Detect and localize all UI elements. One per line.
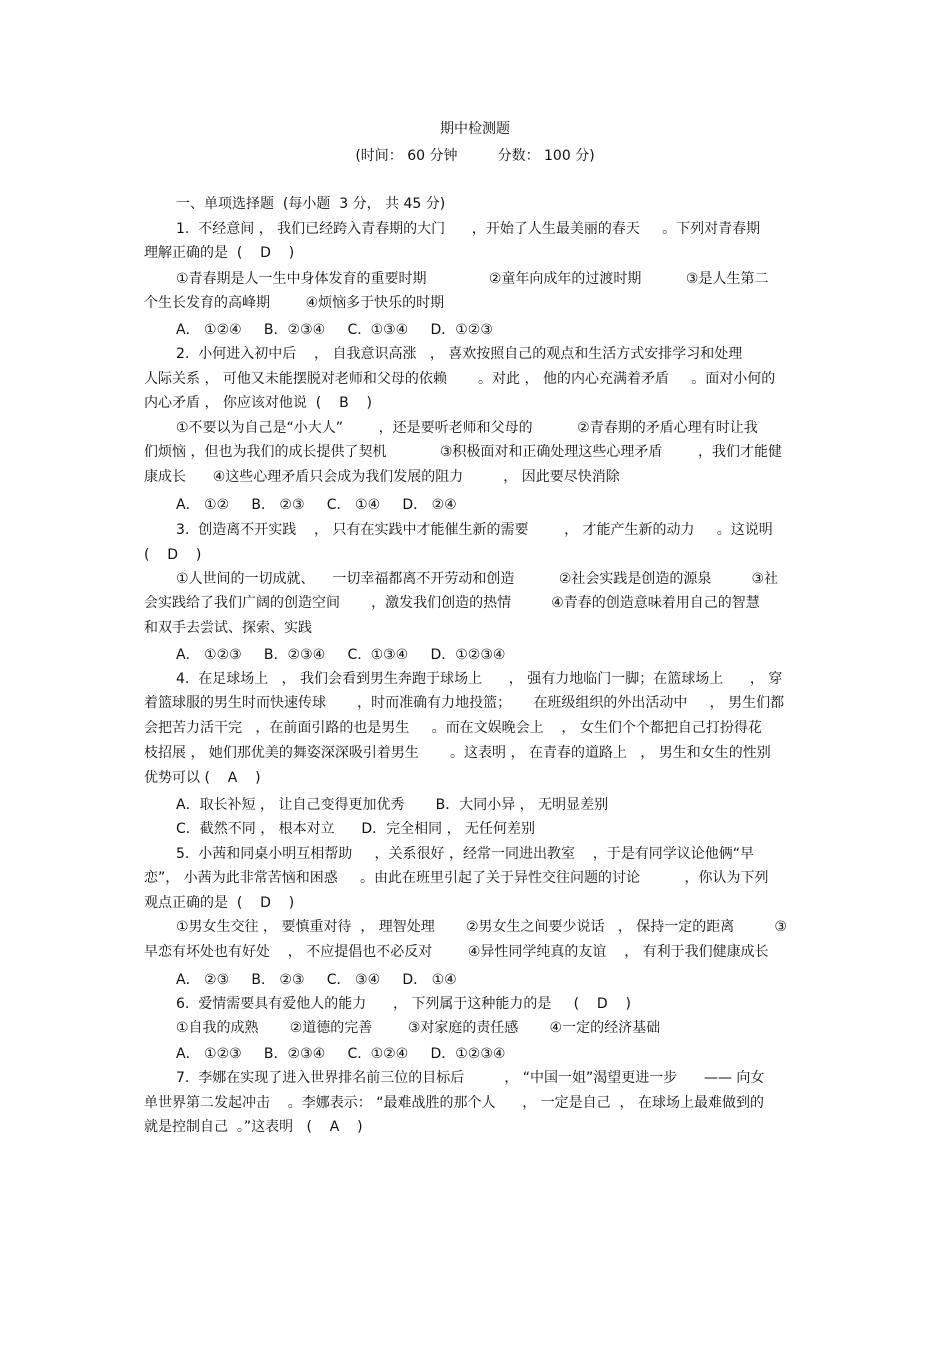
- question-3-options-1: ①人世间的一切成就、 一切幸福都离不开劳动和创造 ②社会实践是创造的源泉 ③社: [176, 571, 779, 587]
- question-5-line-2: 恋”， 小茜为此非常苦恼和困惑 。由此在班里引起了关于异性交往问题的讨论 ，你认为下列: [144, 870, 769, 886]
- question-1-answers: A． ①②④ B．②③④ C. ①③④ D．①②③: [176, 322, 493, 338]
- question-2-line-2: 人际关系 ， 可他又未能摆脱对老师和父母的依赖 。对此 ， 他的内心充满着矛盾 。面对小何的: [144, 371, 776, 387]
- question-4-line-4: 枝招展 ， 她们那优美的舞姿深深吸引着男生 。这表明 ， 在青春的道路上 ， 男生和女生的性别: [144, 745, 771, 761]
- page-subtitle: (时间： 60 分钟 分数： 100 分): [355, 148, 595, 164]
- question-4-line-1: 4. 在足球场上 ， 我们会看到男生奔跑于球场上 ， 强有力地临门一脚；在篮球场上 ， 穿: [176, 671, 783, 687]
- question-7-line-3: 就是控制自己 。”这表明 ( A ): [144, 1119, 363, 1135]
- question-1-options-1: ①青春期是人一生中身体发育的重要时期 ②童年向成年的过渡时期 ③是人生第二: [176, 271, 769, 287]
- question-4-line-2: 着篮球服的男生时而快速传球 ，时而准确有力地投篮； 在班级组织的外出活动中 ， 男生们都: [144, 695, 785, 711]
- question-3-answers: A． ①②③ B．②③④ C. ①③④ D．①②③④: [176, 647, 506, 663]
- question-4-line-3: 会把苦力活干完 ，在前面引路的也是男生 。而在文娱晚会上 ， 女生们个个都把自己打扮得花: [144, 720, 762, 736]
- section-heading: 一、单项选择题 (每小题 3 分， 共 45 分): [176, 196, 446, 212]
- question-5-line-1: 5. 小茜和同桌小明互相帮助 ，关系很好 ，经常一同进出教室 ，于是有同学议论他俩“早: [176, 846, 755, 862]
- question-6-answers: A． ①②③ B．②③④ C. ①②④ D．①②③④: [176, 1046, 506, 1062]
- question-3-options-2: 会实践给了我们广阔的创造空间 ，激发我们创造的热情 ④青春的创造意味着用自己的智慧: [144, 595, 760, 611]
- question-2-answers: A． ①② B． ②③ C． ①④ D． ②④: [176, 497, 457, 513]
- question-2-line-1: 2. 小何进入初中后 ， 自我意识高涨 ， 喜欢按照自己的观点和生活方式安排学习和处理: [176, 346, 743, 362]
- question-5-options-1: ①男女生交往 ， 要慎重对待 ， 理智处理 ②男女生之间要少说话 ， 保持一定的距离 ③: [176, 919, 787, 935]
- question-2-options-1: ①不要以为自己是“小大人” ，还是要听老师和父母的 ②青春期的矛盾心理有时让我: [176, 420, 758, 436]
- page-title: 期中检测题: [440, 121, 510, 137]
- question-6-options-1: ①自我的成熟 ②道德的完善 ③对家庭的责任感 ④一定的经济基础: [176, 1020, 661, 1036]
- question-2-line-3: 内心矛盾 ， 你应该对他说 ( B ): [144, 395, 372, 411]
- question-4-answers-1: A．取长补短 ， 让自己变得更加优秀 B．大同小异 ， 无明显差别: [176, 797, 609, 813]
- question-2-options-3: 康成长 ④这些心理矛盾只会成为我们发展的阻力 ， 因此要尽快消除: [144, 469, 620, 485]
- question-1-options-2: 个生长发育的高峰期 ④烦恼多于快乐的时期: [144, 295, 445, 311]
- question-3-line-1: 3. 创造离不开实践 ， 只有在实践中才能催生新的需要 ， 才能产生新的动力 。这说明: [176, 522, 773, 538]
- question-2-options-2: 们烦恼 ，但也为我们的成长提供了契机 ③积极面对和正确处理这些心理矛盾 ，我们才能健: [144, 444, 783, 460]
- question-5-line-3: 观点正确的是 ( D ): [144, 895, 295, 911]
- question-4-line-5: 优势可以 ( A ): [144, 770, 261, 786]
- question-5-answers: A． ②③ B． ②③ C． ③④ D． ①④: [176, 972, 457, 988]
- question-5-options-2: 早恋有坏处也有好处 ， 不应提倡也不必反对 ④异性同学纯真的友谊 ， 有利于我们健康成长: [144, 944, 769, 960]
- question-3-line-2: ( D ): [144, 547, 202, 563]
- question-3-options-3: 和双手去尝试、探索、实践: [144, 620, 312, 636]
- question-7-line-1: 7. 李娜在实现了进入世界排名前三位的目标后 ， “中国一姐”渴望更进一步 —— 向女: [176, 1070, 765, 1086]
- question-4-answers-2: C．截然不同 ， 根本对立 D．完全相同 ， 无任何差别: [176, 821, 536, 837]
- question-7-line-2: 单世界第二发起冲击 。李娜表示： “最难战胜的那个人 ， 一定是自己 ， 在球场上最难做到的: [144, 1095, 765, 1111]
- question-6-line-1: 6. 爱情需要具有爱他人的能力 ， 下列属于这种能力的是 ( D ): [176, 996, 631, 1012]
- question-1-line-2: 理解正确的是 ( D ): [144, 245, 295, 261]
- question-1-line-1: 1. 不经意间 ， 我们已经跨入青春期的大门 ，开始了人生最美丽的春天 。下列对青春期: [176, 221, 761, 237]
